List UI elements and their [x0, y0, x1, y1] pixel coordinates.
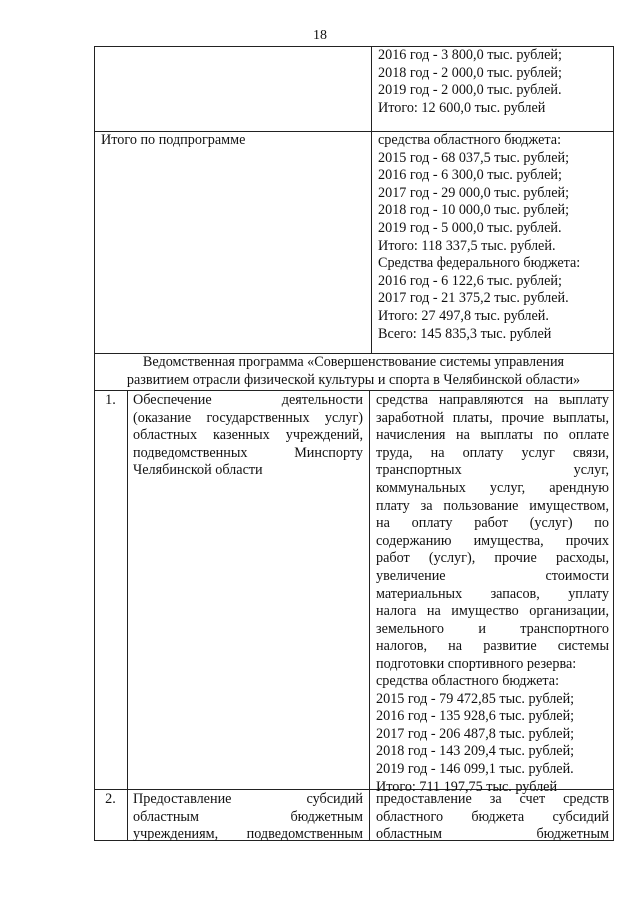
budget-line: 2015 год - 68 037,5 тыс. рублей; [378, 149, 570, 166]
budget-line: 2017 год - 21 375,2 тыс. рублей. [378, 290, 569, 307]
budget-line: 2015 год - 79 472,85 тыс. рублей; [376, 690, 575, 707]
item1-number: 1. [105, 392, 116, 408]
column-divider-lower [369, 390, 370, 841]
item-name-line: (оказание государственных услуг) [133, 409, 363, 426]
budget-line: Итого: 711 197,75 тыс. рублей [376, 778, 558, 795]
desc-line: материальных запасов, уплату [376, 585, 609, 602]
budget-line: 2018 год - 2 000,0 тыс. рублей; [378, 64, 562, 81]
desc-line: плату за пользование имуществом, [376, 497, 609, 514]
desc-line: увеличение стоимости [376, 567, 609, 584]
budget-line: 2016 год - 135 928,6 тыс. рублей; [376, 708, 575, 725]
budget-line: 2019 год - 5 000,0 тыс. рублей. [378, 219, 562, 236]
budget-line: 2018 год - 10 000,0 тыс. рублей; [378, 202, 570, 219]
budget-line: 2017 год - 29 000,0 тыс. рублей; [378, 184, 570, 201]
budget-line: средства областного бюджета: [376, 673, 560, 689]
table-right-border [613, 46, 614, 841]
desc-line: областным бюджетным [376, 826, 609, 843]
page-number: 18 [313, 28, 327, 43]
budget-line: 2018 год - 143 209,4 тыс. рублей; [376, 743, 575, 760]
budget-line: Итого: 27 497,8 тыс. рублей. [378, 307, 549, 324]
desc-line: налога на имущество организации, [376, 603, 609, 620]
budget-line: Средства федерального бюджета: [378, 255, 581, 272]
total-row-label: Итого по подпрограмме [101, 132, 246, 148]
item-name-line: областным бюджетным [133, 808, 363, 825]
desc-line: коммунальных услуг, арендную [376, 479, 609, 496]
budget-line: 2016 год - 3 800,0 тыс. рублей; [378, 47, 562, 63]
item-name-line: областных казенных учреждений, [133, 427, 363, 444]
item2-name [133, 791, 363, 844]
budget-line: 2017 год - 206 487,8 тыс. рублей; [376, 725, 575, 742]
budget-line: 2016 год - 6 122,6 тыс. рублей; [378, 272, 562, 289]
budget-line: средства областного бюджета: [378, 132, 562, 148]
desc-line: на оплату работ (услуг) по [376, 515, 609, 532]
budget-line: Итого: 118 337,5 тыс. рублей. [378, 237, 556, 254]
desc-line: работ (услуг), прочие расходы, [376, 550, 609, 567]
section-title [94, 354, 613, 389]
item-name-line: Обеспечение деятельности [133, 392, 363, 408]
budget-line: 2016 год - 6 300,0 тыс. рублей; [378, 167, 562, 184]
desc-line: труда, на оплату услуг связи, [376, 444, 609, 461]
row-divider-item1 [94, 390, 613, 391]
desc-line: средства направляются на выплату [376, 392, 609, 408]
budget-line: 2019 год - 146 099,1 тыс. рублей. [376, 760, 574, 777]
item1-description [376, 392, 609, 674]
item1-name [133, 392, 363, 480]
desc-line: подготовки спортивного резерва: [376, 655, 577, 672]
item2-number: 2. [105, 791, 116, 807]
column-divider-num [127, 390, 128, 841]
item-name-line: Предоставление субсидий [133, 791, 363, 807]
section-title-line: развитием отрасли физической культуры и спорта в Челябинской области» [126, 371, 581, 388]
item-name-line: подведомственных Минспорту [133, 444, 363, 461]
desc-line: областного бюджета субсидий [376, 808, 609, 825]
item2-description [376, 791, 609, 844]
total-row-budget [378, 132, 610, 343]
desc-line: транспортных услуг, [376, 462, 609, 479]
desc-line: содержанию имущества, прочих [376, 532, 609, 549]
desc-line: налогов, на развитие системы [376, 638, 609, 655]
item-name-line: учреждениям, подведомственным [133, 826, 363, 843]
item1-budget [376, 673, 609, 796]
column-divider-upper [371, 46, 372, 353]
table-left-border [94, 46, 95, 841]
section-title-line: Ведомственная программа «Совершенствование системы управления [142, 354, 565, 370]
desc-line: предоставление за счет средств [376, 791, 609, 807]
desc-line: земельного и транспортного [376, 620, 609, 637]
budget-line: 2019 год - 2 000,0 тыс. рублей. [378, 82, 562, 99]
budget-line: Всего: 145 835,3 тыс. рублей [378, 325, 552, 342]
top-row-budget [378, 47, 610, 117]
desc-line: заработной платы, прочие выплаты, [376, 409, 609, 426]
desc-line: начисления на выплаты по оплате [376, 427, 609, 444]
item-name-line: Челябинской области [133, 462, 263, 479]
budget-line: Итого: 12 600,0 тыс. рублей [378, 99, 546, 116]
